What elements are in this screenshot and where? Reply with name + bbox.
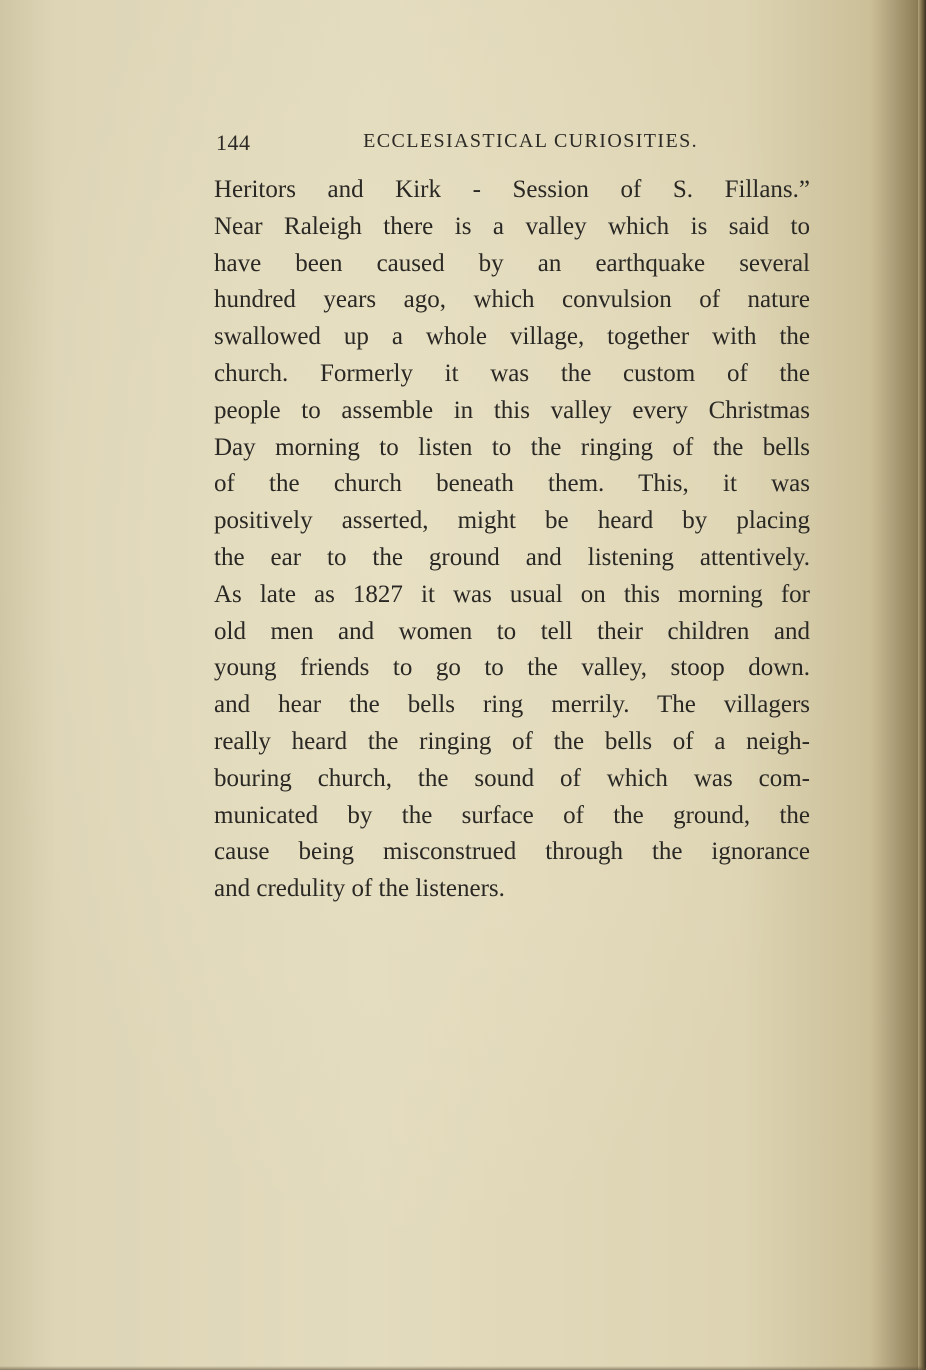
- text-line: of the church beneath them. This, it was: [214, 470, 810, 498]
- text-line: cause being misconstrued through the ignorance: [214, 838, 810, 866]
- text-line: hundred years ago, which convulsion of nature: [214, 286, 810, 314]
- text-line: Near Raleigh there is a valley which is said to: [214, 212, 810, 240]
- text-line: old men and women to tell their children and: [214, 617, 810, 645]
- page-number: 144: [216, 130, 251, 155]
- page-bottom-edge: [0, 1366, 926, 1370]
- text-line: young friends to go to the valley, stoop down.: [214, 654, 810, 682]
- text-line: have been caused by an earthquake several: [214, 249, 810, 277]
- text-line: the ear to the ground and listening attentively.: [214, 543, 810, 571]
- text-line-last: and credulity of the listeners.: [214, 875, 505, 903]
- text-line: bouring church, the sound of which was com-: [214, 764, 810, 792]
- text-line: and hear the bells ring merrily. The villagers: [214, 691, 810, 719]
- running-head: ECCLESIASTICAL CURIOSITIES.: [363, 130, 698, 152]
- page-header: [216, 130, 698, 160]
- body-text: [214, 172, 810, 908]
- text-line: people to assemble in this valley every Christmas: [214, 396, 810, 424]
- text-line: Day morning to listen to the ringing of the bells: [214, 433, 810, 461]
- text-line: As late as 1827 it was usual on this morning for: [214, 580, 810, 608]
- text-line: positively asserted, might be heard by placing: [214, 507, 810, 535]
- text-line: swallowed up a whole village, together with the: [214, 323, 810, 351]
- text-line: municated by the surface of the ground, the: [214, 801, 810, 829]
- text-line: church. Formerly it was the custom of the: [214, 359, 810, 387]
- text-line: Heritors and Kirk - Session of S. Fillans.”: [214, 176, 810, 203]
- page-edge-shadow: [918, 0, 926, 1370]
- text-line: really heard the ringing of the bells of a neigh-: [214, 727, 810, 755]
